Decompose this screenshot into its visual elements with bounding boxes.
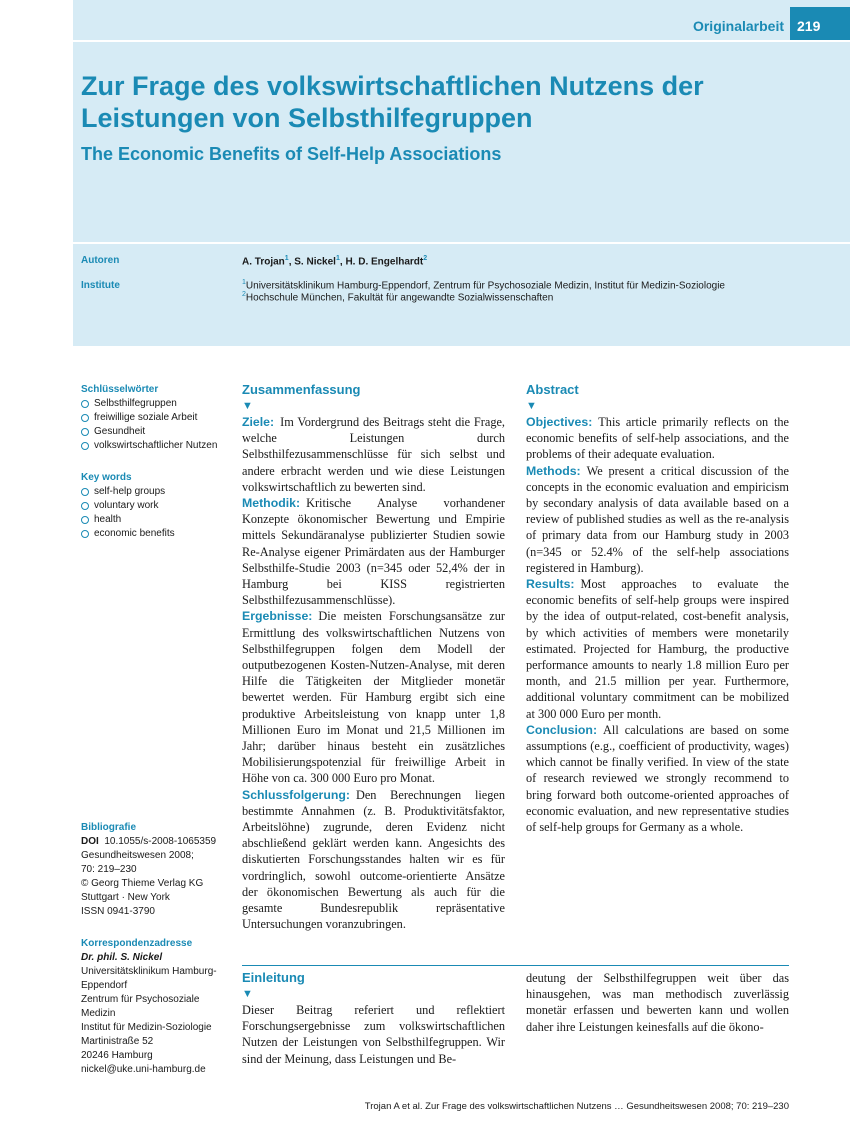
abstract-paragraph: Ziele: Im Vordergrund des Beitrags steht die Frage, welche Leistungen durch Selbsthilfezusammenschlüsse für sich selbst und andere erbracht werden und wie diese Leistungen volkswirtschaftlich zu bewerten sind. — [242, 415, 505, 494]
biblio-line: © Georg Thieme Verlag KG — [81, 878, 204, 889]
correspondence — [81, 937, 231, 1077]
author-list: A. Trojan$^1$, S. Nickel$^1$, H. D. Engelhardt$^2$ — [242, 255, 428, 268]
author-affiliation: 2 — [423, 255, 428, 262]
biblio-line: Stuttgart · New York — [81, 892, 170, 903]
article-subtitle: The Economic Benefits of Self-Help Associations — [81, 144, 502, 164]
zusammenfassung-heading: Zusammenfassung — [242, 382, 361, 397]
address-line: Institut für Medizin-Soziologie — [81, 1022, 212, 1033]
abstract-paragraph: Methodik: Kritische Analyse vorhandener Konzepte ökonomischer Bewertung und Empirie mittels Sekundäranalyse publizierter Studien sowie Re-Analyse eigener Primärdaten aus der Hamburger Selbsthilfe-Studie 2003 (n=345 oder 52,4% der in Hamburg bei KISS registrierten Selbsthilfezusammenschlüsse). — [242, 496, 505, 608]
abstract-section — [526, 382, 789, 835]
author-affiliation: 1 — [284, 255, 289, 262]
header-divider — [73, 40, 850, 42]
keyword-item: health — [81, 513, 231, 527]
authors-label: Autoren — [81, 255, 120, 266]
bibliography — [81, 821, 231, 919]
section-divider — [242, 965, 789, 966]
biblio-line: 70: 219–230 — [81, 864, 137, 875]
keyword-item: voluntary work — [81, 499, 231, 513]
keyword-item: economic benefits — [81, 527, 231, 541]
correspondence-heading: Korrespondenzadresse — [81, 938, 193, 949]
address-line: 20246 Hamburg — [81, 1050, 153, 1061]
einleitung-heading: Einleitung — [242, 970, 305, 985]
institute-line: $^2$Hochschule München, Fakultät für angewandte Sozialwissenschaften — [242, 291, 554, 304]
abstract-paragraph: Methods: We present a critical discussion of the concepts in the economic evaluation and empiricism by secondary analysis of data available based on a review of published studies as well as the re-analysis of primary data from our Hamburg study in 2003 (n=345 or 52.4% of the self-help associations registered in Hamburg). — [526, 463, 789, 575]
keywords-de-heading: Schlüsselwörter — [81, 384, 159, 395]
keyword-item: Gesundheit — [81, 425, 231, 439]
article-title: Zur Frage des volkswirtschaftlichen Nutzens der Leistungen von Selbsthilfegruppen — [81, 71, 704, 133]
einleitung-continuation — [526, 970, 789, 1035]
doi-label: DOI — [81, 836, 99, 847]
doi-value: 10.1055/s-2008-1065359 — [104, 836, 217, 847]
body-paragraph: Dieser Beitrag referiert und reflektiert Forschungsergebnisse zum volkswirtschaftlichen Nutzen der Leistungen von Selbsthilfegruppen. Wir sind der Meinung, dass Leistungen und Be- — [242, 1003, 505, 1066]
author-name: H. D. Engelhardt — [345, 256, 424, 268]
correspondence-name: Dr. phil. S. Nickel — [81, 952, 163, 963]
body-paragraph: deutung der Selbsthilfegruppen weit über das hinausgehen, was man methodisch zuverlässig monetär erfassen und bewerten kann und wollen daher ihre Leistungen keinesfalls auf die ökono- — [526, 971, 789, 1034]
keyword-item: volkswirtschaftlicher Nutzen — [81, 439, 231, 453]
institute-line: $^1$Universitätsklinikum Hamburg-Eppendorf, Zentrum für Psychosoziale Medizin, Institut für Medizin-Soziologie — [242, 279, 725, 292]
abstract-paragraph: Results: Most approaches to evaluate the economic benefits of self-help groups were inspired by the idea of output-related, cost-benefit analysis, by which activities of members were monetarily estimated. Projected for Hamburg, the productive performance amounts to nearly 1.8 million Euro per month, and 21.5 million per year. Furthermore, additional voluntary commitment can be mobilized at 300 000 Euro per month. — [526, 577, 789, 721]
page-number: 219 — [790, 7, 850, 40]
abstract-paragraph: Ergebnisse: Die meisten Forschungsansätze zur Ermittlung des volkswirtschaftlichen Nutzens von Selbsthilfegruppen folgen dem Modell der outputbezogenen Kosten-Nutzen-Analyse, mit deren Hilfe die Tätigkeiten der Mitglieder monetär bewertet werden. Für Hamburg ergibt sich eine produktive Arbeitsleistung von knapp unter 1,8 Millionen Euro im Monat und 21,5 Millionen im Jahr; darüber hinaus besteht ein zusätzliches Mobilisierungspotenzial für freiwillige Arbeit in Höhe von ca. 300 000 Euro pro Monat. — [242, 609, 505, 786]
triangle-down-icon: ▼ — [242, 988, 253, 1000]
author-affiliation: 1 — [335, 255, 340, 262]
author-name: A. Trojan — [242, 256, 285, 268]
email-link[interactable]: nickel@uke.uni-hamburg.de — [81, 1064, 206, 1075]
author-name: S. Nickel — [294, 256, 336, 268]
keyword-item: freiwillige soziale Arbeit — [81, 411, 231, 425]
keywords-en-heading: Key words — [81, 472, 132, 483]
section-label: Originalarbeit — [692, 18, 784, 34]
abstract-paragraph: Schlussfolgerung: Den Berechnungen liegen bestimmte Annahmen (z. B. Produktivitätsfaktor, Arbeitslöhne) zugrunde, deren Evidenz nicht abschließend geklärt werden kann. Angesichts des diskutierten Forschungsstandes halten wir es für vordringlich, sowohl outcome-orientierte Ansätze der ökonomischen Bewertung als auch für die gesamte Bundesrepublik repräsentative Untersuchungen voranzubringen. — [242, 787, 505, 932]
address-line: Eppendorf — [81, 980, 128, 991]
institute-label: Institute — [81, 280, 120, 291]
keyword-item: self-help groups — [81, 485, 231, 499]
keyword-item: Selbsthilfegruppen — [81, 397, 231, 411]
abstract-paragraph: Conclusion: All calculations are based on some assumptions (e.g., coefficient of productivity, wages) which cannot be finally verified. In view of the state of research reviewed we strongly recommend to bring forward both outcome-oriented approaches of economic evaluation, and new representative studies of self-help groups for Germany as a whole. — [526, 722, 789, 835]
footer-citation: Trojan A et al. Zur Frage des volkswirtschaftlichen Nutzens … Gesundheitswesen 2008; 70: 219–230 — [364, 1101, 789, 1112]
triangle-down-icon: ▼ — [242, 400, 253, 412]
biblio-line: ISSN 0941-3790 — [81, 906, 155, 917]
address-line: Zentrum für Psychosoziale — [81, 994, 200, 1005]
header-divider-lower — [73, 242, 850, 244]
triangle-down-icon: ▼ — [526, 400, 537, 412]
zusammenfassung-section — [242, 382, 505, 933]
abstract-heading: Abstract — [526, 382, 579, 397]
keywords-en — [81, 471, 231, 541]
einleitung-section — [242, 970, 505, 1067]
keywords-de — [81, 383, 231, 453]
address-line: Martinistraße 52 — [81, 1036, 154, 1047]
address-line: Universitätsklinikum Hamburg- — [81, 966, 217, 977]
address-line: Medizin — [81, 1008, 116, 1019]
bibliography-heading: Bibliografie — [81, 822, 137, 833]
biblio-line: Gesundheitswesen 2008; — [81, 850, 194, 861]
abstract-paragraph: Objectives: This article primarily reflects on the economic benefits of self-help associations, and the problems of their adequate evaluation. — [526, 415, 789, 462]
